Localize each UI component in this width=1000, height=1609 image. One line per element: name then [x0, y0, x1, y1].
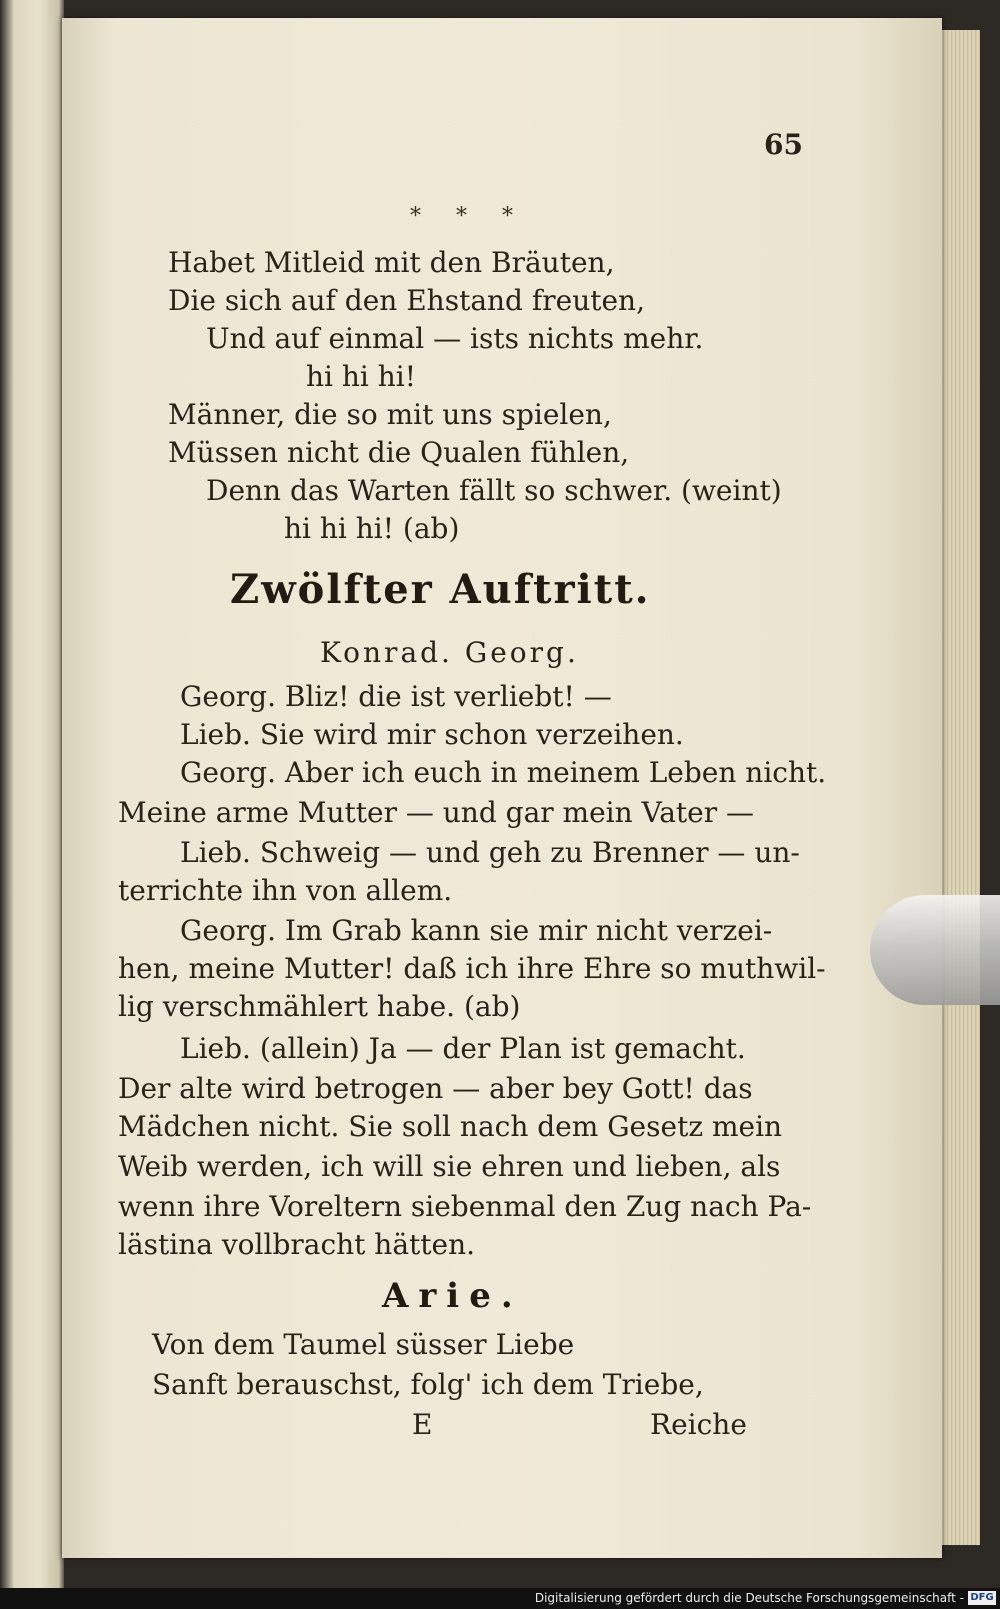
footer-bar: [0, 1588, 1000, 1609]
dialogue-line: hen, meine Mutter! daß ich ihre Ehre so muthwil-: [118, 952, 826, 985]
character-list: Konrad. Georg.: [320, 636, 579, 669]
song-line: Müssen nicht die Qualen fühlen,: [168, 436, 630, 469]
song-line: Die sich auf den Ehstand freuten,: [168, 284, 645, 317]
dialogue-line: Lieb. Sie wird mir schon verzeihen.: [180, 718, 684, 751]
aria-line: Von dem Taumel süsser Liebe: [152, 1328, 575, 1361]
aria-line: Sanft berauschst, folg' ich dem Triebe,: [152, 1368, 704, 1401]
dialogue-line: Lieb. Schweig — und geh zu Brenner — un-: [180, 836, 800, 869]
dialogue-line: lig verschmählert habe. (ab): [118, 990, 521, 1023]
dialogue-line: Georg. Aber ich euch in meinem Leben nicht.: [180, 756, 827, 789]
dialogue-line: wenn ihre Voreltern siebenmal den Zug nach Pa-: [118, 1190, 812, 1223]
left-page-edge: [0, 0, 64, 1609]
song-line: Habet Mitleid mit den Bräuten,: [168, 246, 615, 279]
dialogue-line: Mädchen nicht. Sie soll nach dem Gesetz mein: [118, 1110, 783, 1143]
dialogue-line: Georg. Im Grab kann sie mir nicht verzei-: [180, 914, 773, 947]
scanner-clip: [870, 895, 1000, 1005]
song-line: hi hi hi! (ab): [284, 512, 460, 545]
funding-note: Digitalisierung gefördert durch die Deutsche Forschungsgemeinschaft -: [534, 1591, 964, 1605]
dialogue-line: Lieb. (allein) Ja — der Plan ist gemacht.: [180, 1032, 746, 1065]
signature-mark: E: [412, 1408, 433, 1441]
dialogue-line: Weib werden, ich will sie ehren und lieben, als: [118, 1150, 781, 1183]
aria-heading: Arie.: [382, 1276, 523, 1316]
song-line: hi hi hi!: [306, 360, 417, 393]
dialogue-line: Meine arme Mutter — und gar mein Vater —: [118, 796, 755, 829]
song-line: Männer, die so mit uns spielen,: [168, 398, 612, 431]
catchword: Reiche: [650, 1408, 747, 1441]
song-line: Denn das Warten fällt so schwer. (weint): [206, 474, 782, 507]
dialogue-line: Georg. Bliz! die ist verliebt! —: [180, 680, 612, 713]
page-number: 65: [764, 128, 803, 161]
dfg-logo: DFG: [968, 1591, 996, 1605]
dialogue-line: terrichte ihn von allem.: [118, 874, 453, 907]
song-line: Und auf einmal — ists nichts mehr.: [206, 322, 704, 355]
scene-heading: Zwölfter Auftritt.: [230, 566, 651, 613]
ornament: * * *: [410, 204, 527, 229]
dialogue-line: Der alte wird betrogen — aber bey Gott! das: [118, 1072, 753, 1105]
dialogue-line: lästina vollbracht hätten.: [118, 1228, 476, 1261]
